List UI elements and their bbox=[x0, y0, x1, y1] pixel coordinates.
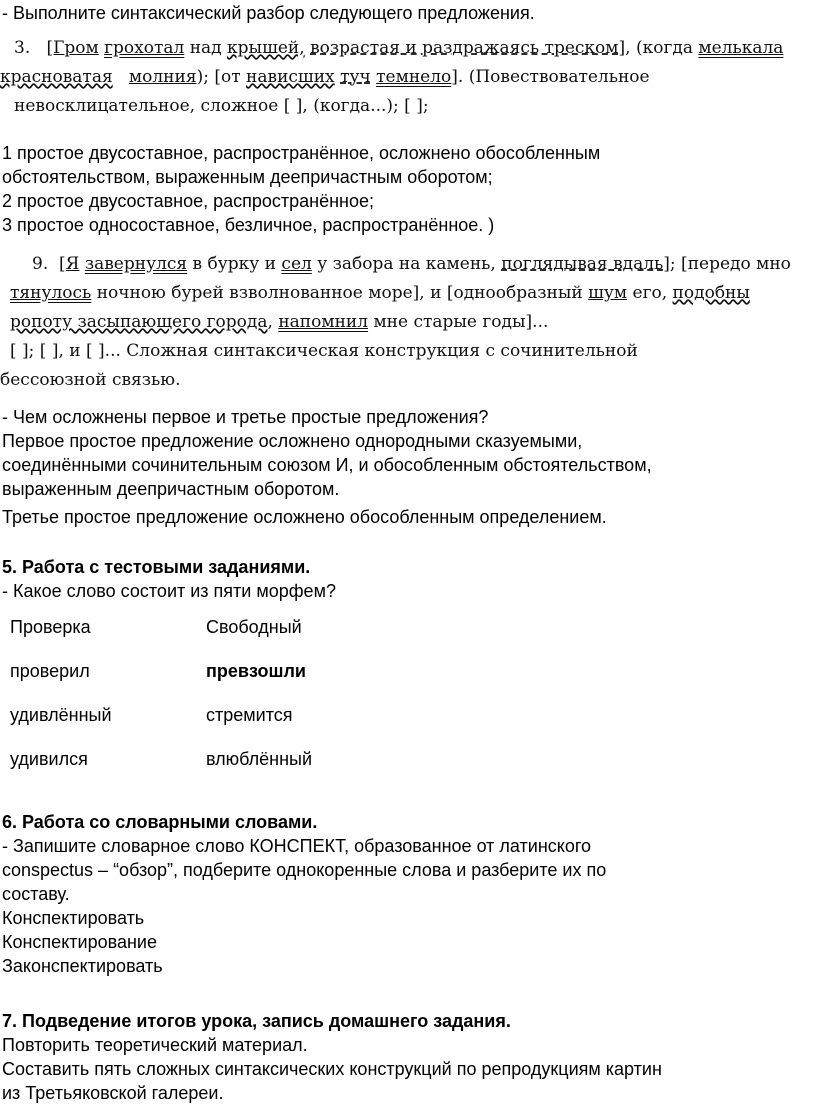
section-6-line-3: составу. bbox=[2, 884, 70, 904]
scan1-line-3: невосклицательное, сложное [ ], (когда...); [ ]; bbox=[14, 96, 429, 116]
section-6-line-2: conspectus – “обзор”, подберите однокоренные слова и разберите их по bbox=[2, 860, 607, 880]
word-option: Свободный bbox=[206, 617, 302, 638]
scan2-line-1: 9. [Я завернулся в бурку и сел у забора на камень, поглядывая вдаль]; [передо мно bbox=[32, 254, 791, 274]
section-7-line-3: из Третьяковской галереи. bbox=[2, 1083, 224, 1103]
related-word-2: Конспектирование bbox=[2, 932, 157, 952]
section-7-line-1: Повторить теоретический материал. bbox=[2, 1035, 308, 1055]
table-row bbox=[0, 738, 606, 782]
scan1-line-1: 3. [Гром грохотал над крышей, возрастая и раздражаясь треском], (когда мелькала bbox=[14, 38, 784, 58]
related-word-3: Законспектировать bbox=[2, 956, 163, 976]
section-7-line-2: Составить пять сложных синтаксических конструкций по репродукциям картин bbox=[2, 1059, 662, 1079]
table-row bbox=[0, 650, 606, 694]
morpheme-word-table bbox=[0, 606, 606, 782]
word-option: проверил bbox=[10, 661, 90, 682]
word-option: Проверка bbox=[10, 617, 91, 638]
section-6-line-1: - Запишите словарное слово КОНСПЕКТ, образованное от латинского bbox=[2, 836, 592, 856]
analysis-line-2: обстоятельством, выраженным деепричастным оборотом; bbox=[2, 167, 493, 187]
answer-line-4: Третье простое предложение осложнено обособленным определением. bbox=[2, 507, 607, 527]
analysis-line-1: 1 простое двусоставное, распространённое, осложнено обособленным bbox=[2, 143, 601, 163]
sentence-scan-1 bbox=[0, 34, 816, 121]
word-option: удивился bbox=[10, 749, 88, 770]
section-6-heading: 6. Работа со словарными словами. bbox=[2, 812, 318, 832]
analysis-line-3: 2 простое двусоставное, распространённое; bbox=[2, 191, 375, 211]
intro-instruction: - Выполните синтаксический разбор следующего предложения. bbox=[2, 3, 535, 23]
section-5-question: - Какое слово состоит из пяти морфем? bbox=[2, 581, 336, 601]
answer-line-1: Первое простое предложение осложнено однородными сказуемыми, bbox=[2, 431, 583, 451]
scan2-line-4: [ ]; [ ], и [ ]... Сложная синтаксическая конструкция с сочинительной bbox=[10, 341, 638, 361]
word-option: влюблённый bbox=[206, 749, 313, 770]
section-7-heading: 7. Подведение итогов урока, запись домашнего задания. bbox=[2, 1011, 511, 1031]
correct-answer-word: превзошли bbox=[206, 661, 306, 682]
scan2-line-3: ропоту засыпающего города, напомнил мне старые годы]... bbox=[10, 312, 549, 332]
table-row bbox=[0, 694, 606, 738]
analysis-line-4: 3 простое односоставное, безличное, распространённое. ) bbox=[2, 215, 495, 235]
related-word-1: Конспектировать bbox=[2, 908, 145, 928]
scan2-line-2: тянулось ночною бурей взволнованное море], и [однообразный шум его, подобны bbox=[10, 283, 750, 303]
answer-line-3: выраженным деепричастным оборотом. bbox=[2, 479, 340, 499]
word-option: удивлённый bbox=[10, 705, 112, 726]
question-complications: - Чем осложнены первое и третье простые предложения? bbox=[2, 407, 489, 427]
word-option: стремится bbox=[206, 705, 293, 726]
answer-line-2: соединёнными сочинительным союзом И, и обособленным обстоятельством, bbox=[2, 455, 652, 475]
scan1-line-2: красноватая молния); [от нависших туч темнело]. (Повествовательное bbox=[0, 67, 650, 87]
table-row bbox=[0, 606, 606, 650]
scan2-line-5: бессоюзной связью. bbox=[0, 370, 181, 390]
section-5-heading: 5. Работа с тестовыми заданиями. bbox=[2, 557, 311, 577]
sentence-scan-2 bbox=[0, 250, 816, 395]
